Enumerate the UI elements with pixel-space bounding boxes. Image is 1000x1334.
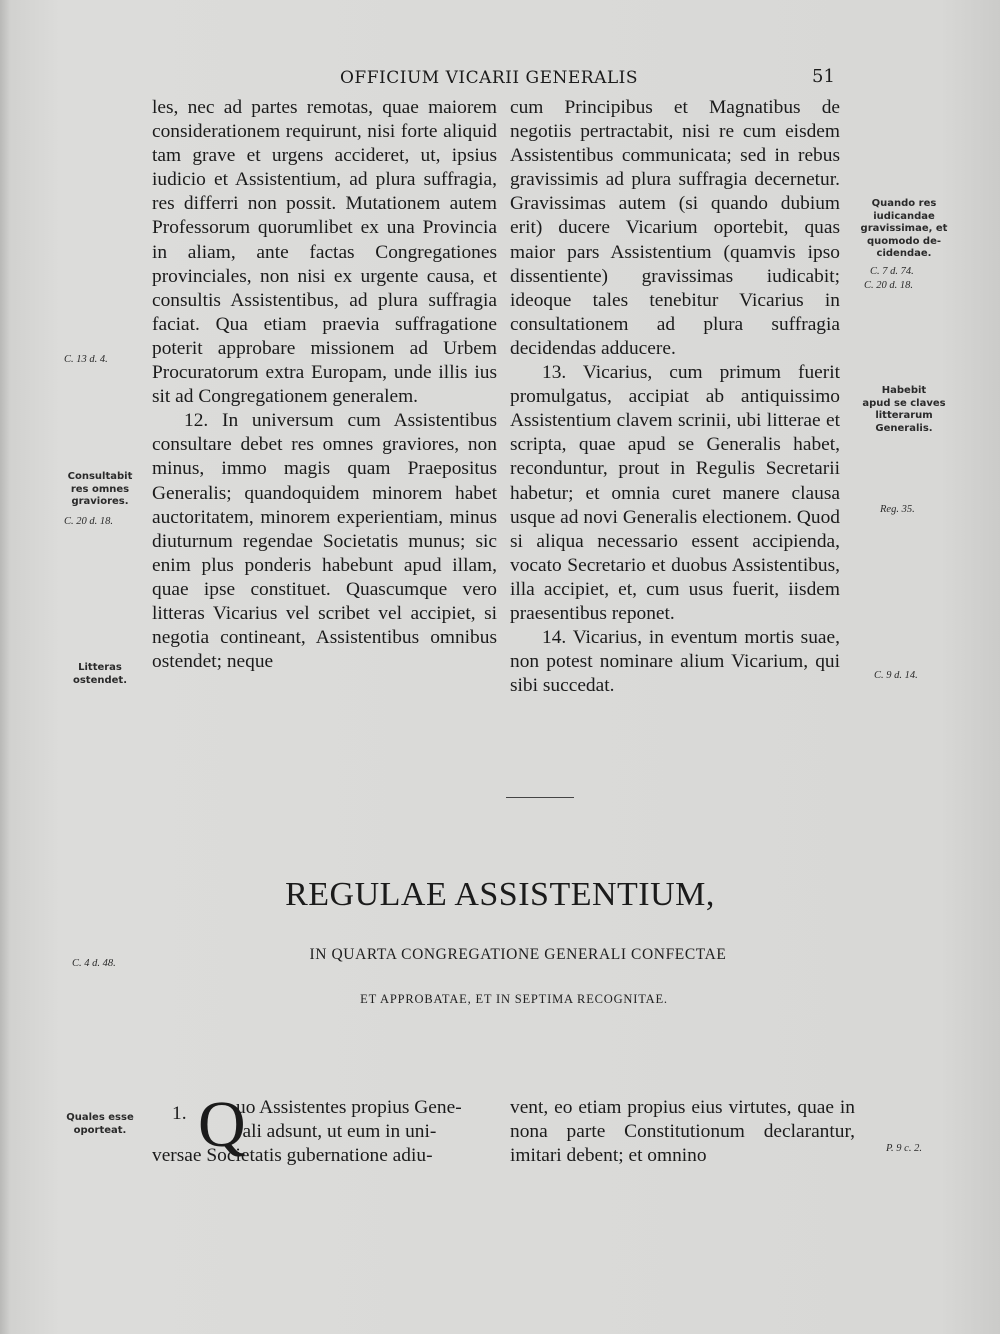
margin-note-quando: Quando res iudicandae gravissimae, et quomodo de- cidendae. — [860, 198, 948, 259]
paragraph: cum Principibus et Magnatibus de negotiis pertractabit, nisi re cum eisdem Assistentibus communicata; sed in rebus gravissimis ad plura suffragia decernetur. Gravissimas autem (si quando dubium erit) ducere Vicarium oportebit, quas maior pars Assistentium (quamvis ipso dissentiente) gravissimas iudicabit; ideoque tales tenebitur Vicarius in consultationem ad plura suffragia decidendas adducere. — [510, 97, 840, 359]
text-line: uo Assistentes propius Gene- — [236, 1097, 462, 1118]
margin-reference: C. 20 d. 18. — [64, 516, 114, 527]
text-line: versae Societatis gubernatione adiu- — [152, 1145, 433, 1166]
divider-rule — [506, 797, 574, 798]
section-title: REGULAE ASSISTENTIUM, — [285, 876, 715, 913]
margin-reference: C. 20 d. 18. — [864, 280, 914, 291]
section-subtitle: IN QUARTA CONGREGATIONE GENERALI CONFECTAE — [309, 946, 727, 963]
rule-1-right: vent, eo etiam propius eius virtutes, quae in nona parte Constitutionum declarantur, imitari debent; et omnino — [510, 1097, 855, 1166]
margin-reference: Reg. 35. — [880, 504, 915, 515]
text-column-right — [510, 96, 840, 698]
drop-cap: Q — [198, 1088, 246, 1161]
rule-1-left — [152, 1088, 502, 1168]
paragraph: les, nec ad partes remotas, quae maiorem considerationem requirunt, nisi forte aliquid tam grave et urgens accideret, ut, ipsius iudicio et Assistentium, ad plura suffragia, res differri non possit. Mutationem autem Professorum quorumlibet ex una Provincia in aliam, ante factas Congregationes provinciales, non nisi ex urgente causa, et consultis Assistentibus, ad plura suffragia faciat. Qua etiam praevia suffragatione poterit approbare missionem ad Urbem Procuratorum extra Europam, unde illis ius sit ad Congregationem generalem. — [152, 97, 497, 408]
paragraph: 14. Vicarius, in eventum mortis suae, non potest nominare alium Vicarium, qui sibi succedat. — [510, 627, 840, 697]
running-title: OFFICIUM VICARII GENERALIS — [340, 68, 639, 88]
margin-reference: P. 9 c. 2. — [886, 1143, 922, 1154]
margin-reference: C. 7 d. 74. — [870, 266, 914, 277]
paragraph: 13. Vicarius, cum primum fuerit promulgatus, accipiat ab antiquissimo Assistentium clavem scrinii, ubi litterae et scripta, quae apud se Generalis habet, reconduntur, prout in Regulis Secretarii habetur; et omnia curet manere clausa usque ad novi Generalis electionem. Quod si aliqua necessario essent accipienda, vocato Secretario et duobus Assistentibus, illa accipiet, et, cum usus fuerit, iisdem praesentibus reponet. — [510, 362, 840, 624]
rule-number: 1. — [172, 1103, 187, 1124]
page-number: 51 — [812, 66, 835, 87]
margin-note-consultabit: Consultabit res omnes graviores. — [67, 471, 133, 507]
margin-note-quales: Quales esse oporteat. — [66, 1112, 134, 1136]
margin-reference: C. 4 d. 48. — [72, 958, 116, 969]
margin-reference: C. 9 d. 14. — [874, 670, 918, 681]
page-edge-shadow — [0, 0, 10, 1334]
text-column-left — [152, 96, 497, 674]
margin-reference: C. 13 d. 4. — [64, 354, 108, 365]
paragraph: 12. In universum cum Assistentibus consultare debet res omnes graviores, non minus, immo magis quam Praepositus Generalis; quandoquidem minorem habet auctoritatem, minorem experientiam, minus diuturnum regendae Societatis munus; sic enim plus ponderis habebunt apud illam, quae ipse constituet. Quascumque vero litteras Vicarius vel scribet vel accipiet, si negotia contineant, Assistentibus omnibus ostendet; neque — [152, 410, 497, 673]
text-line: rali adsunt, ut eum in uni- — [236, 1121, 437, 1142]
margin-note-litteras: Litteras ostendet. — [72, 662, 128, 686]
margin-note-habebit: Habebit apud se claves litterarum Generalis. — [862, 385, 946, 434]
section-subtitle: ET APPROBATAE, ET IN SEPTIMA RECOGNITAE. — [360, 992, 668, 1006]
